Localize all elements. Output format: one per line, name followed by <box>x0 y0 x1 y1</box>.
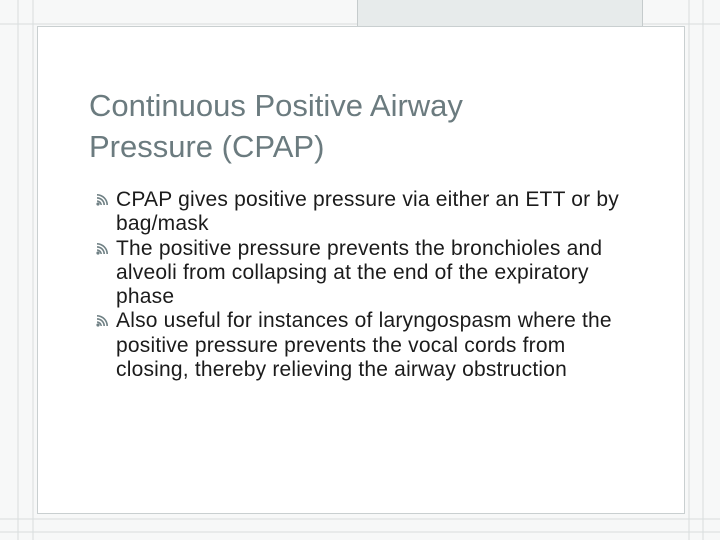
slide-title <box>89 85 649 167</box>
bullet-list <box>92 188 632 382</box>
slide-title-line: Pressure (CPAP) <box>89 129 325 164</box>
bullet-item <box>92 188 632 237</box>
bullet-text: The positive pressure prevents the bronchioles and alveoli from collapsing at the end of the expiratory phase <box>116 236 603 309</box>
bullet-item <box>92 309 632 382</box>
bullet-text: CPAP gives positive pressure via either an ETT or by bag/mask <box>116 188 619 236</box>
wifi-signal-icon <box>96 194 112 206</box>
wifi-signal-icon <box>96 243 112 255</box>
bullet-item <box>92 237 632 310</box>
slide-title-line: Continuous Positive Airway <box>89 88 463 123</box>
bullet-text: Also useful for instances of laryngospasm where the positive pressure prevents the vocal cords from closing, thereby relieving the airway obstruction <box>116 309 612 382</box>
wifi-signal-icon <box>96 315 112 327</box>
